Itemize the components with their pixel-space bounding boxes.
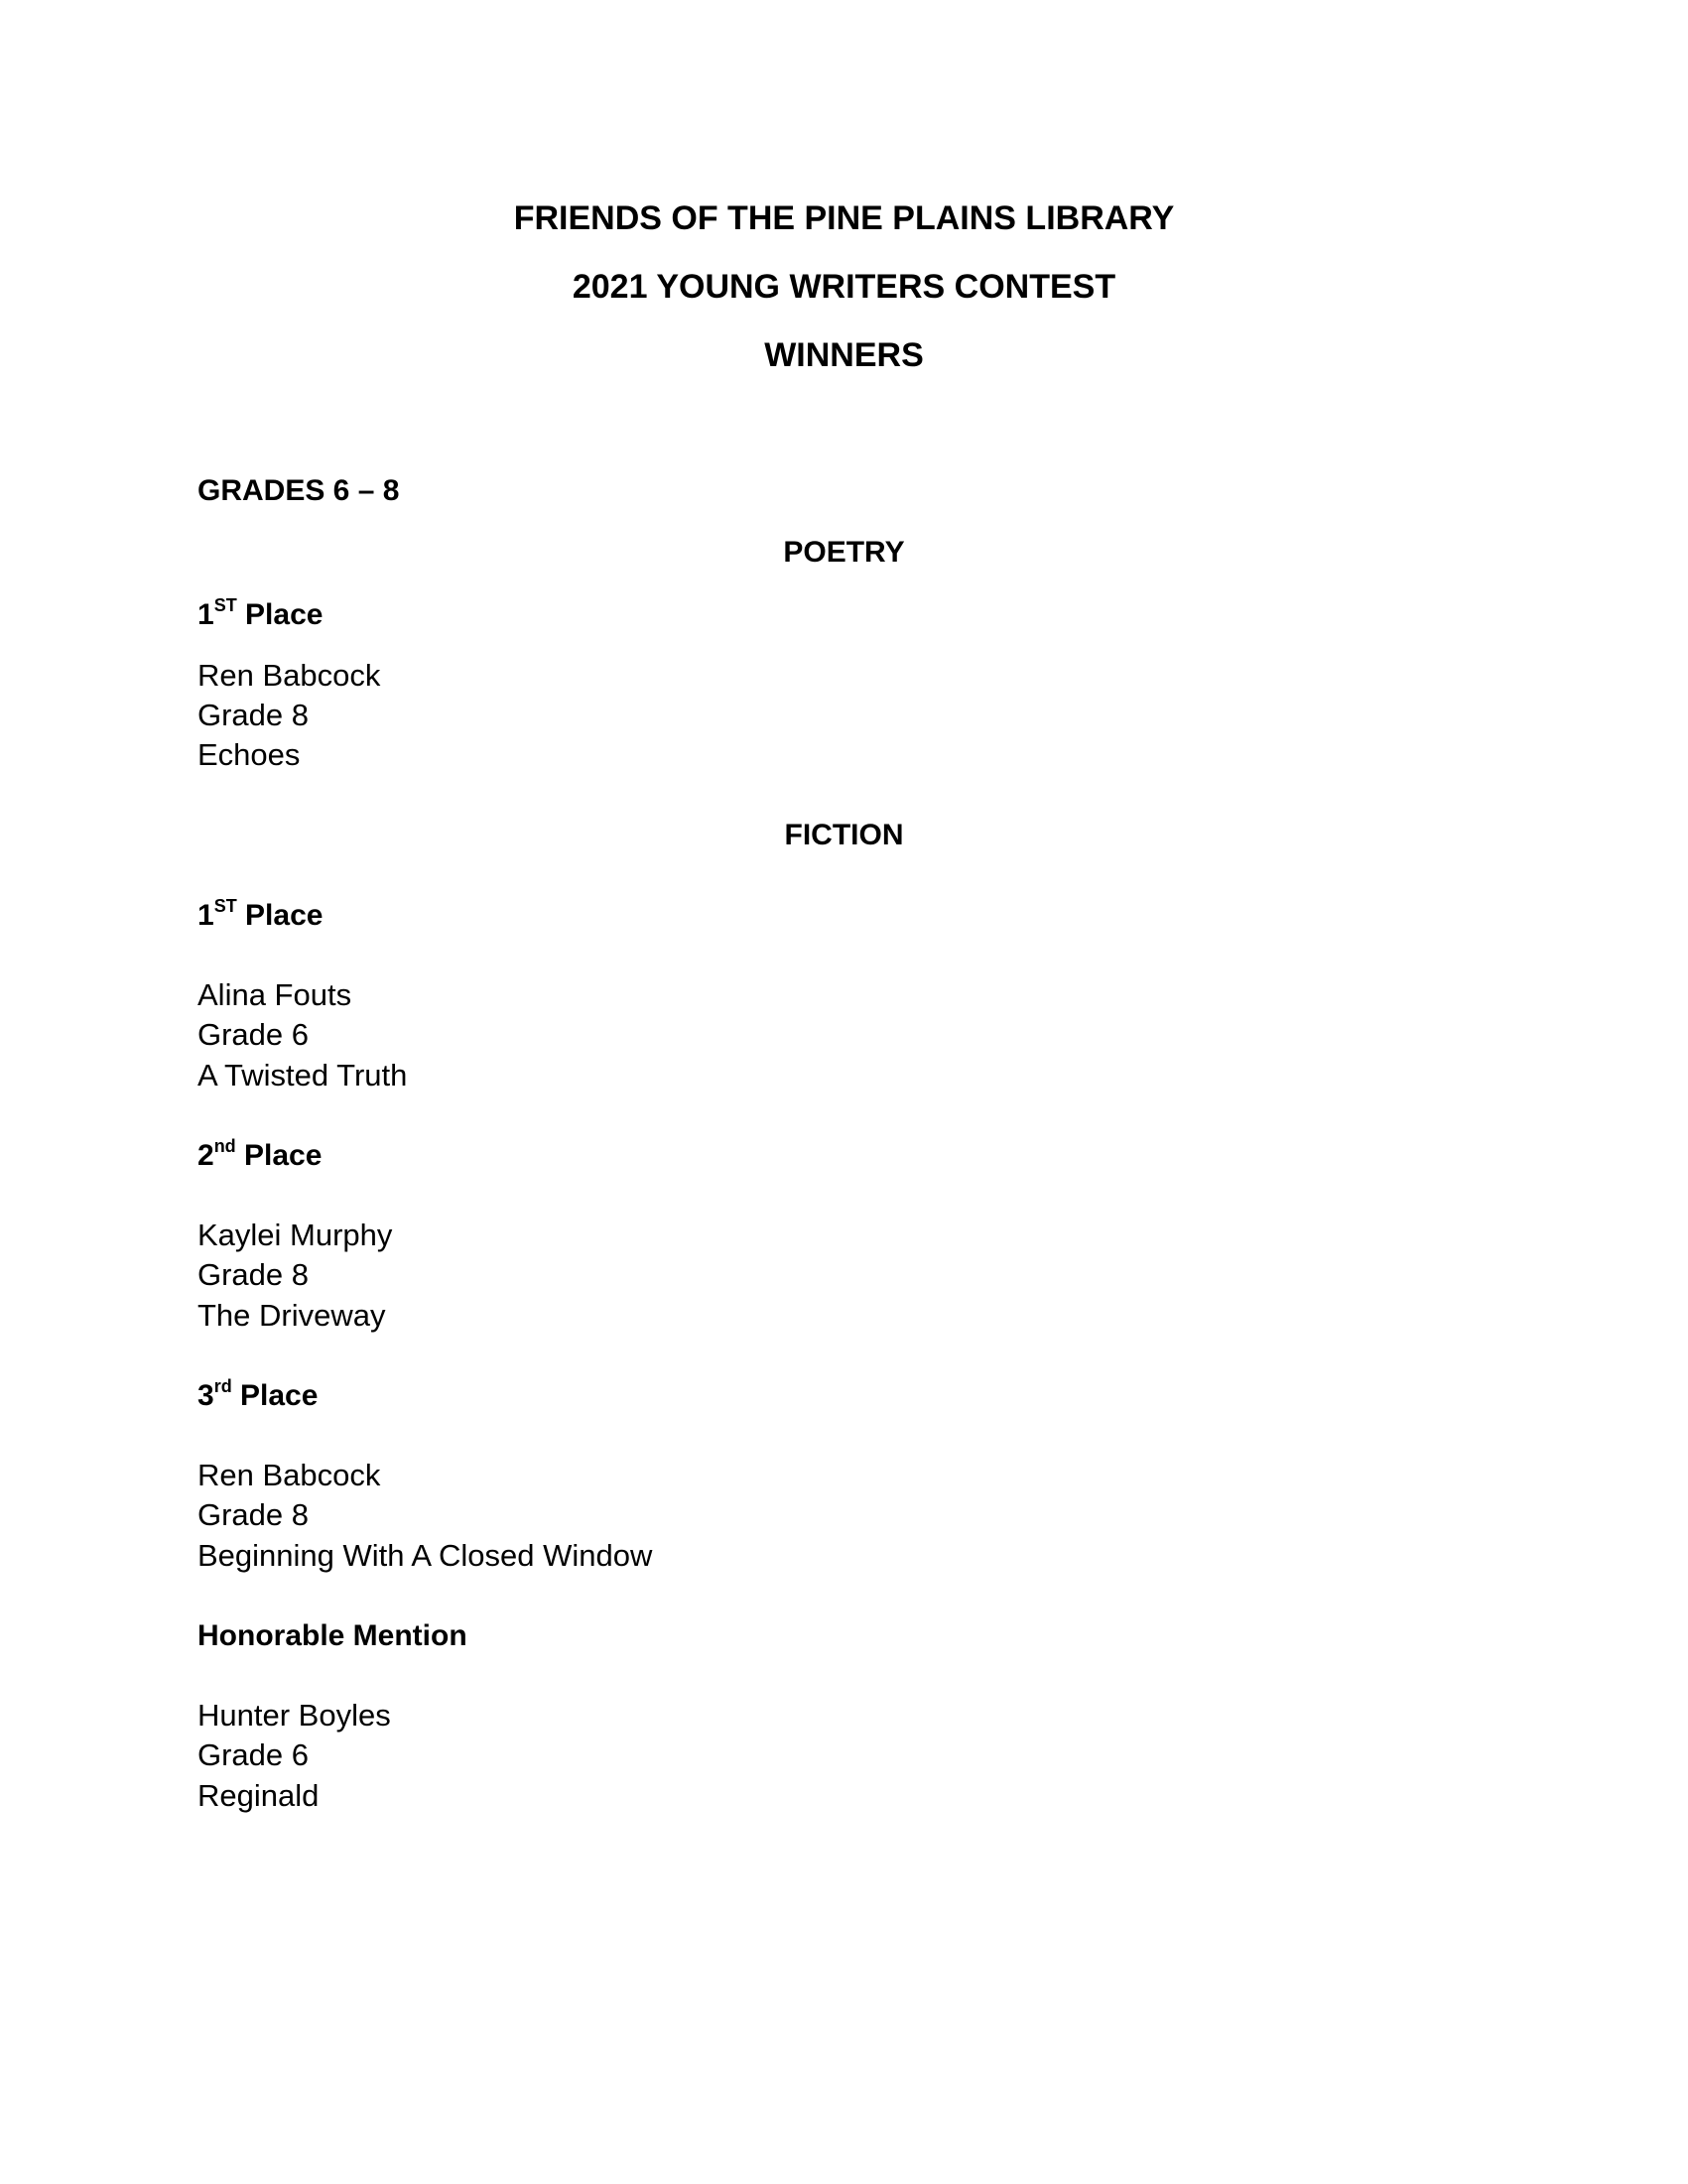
poetry-heading: POETRY [783,536,905,569]
place-number: 2 [197,1139,214,1172]
fiction-second-name: Kaylei Murphy [197,1218,393,1252]
poetry-first-work: Echoes [197,737,301,772]
place-word: Place [235,1139,323,1172]
poetry-first-name: Ren Babcock [197,658,381,693]
fiction-first-name: Alina Fouts [197,977,352,1012]
fiction-first-place-heading [197,896,323,936]
place-word: Place [236,899,324,932]
fiction-second-grade: Grade 8 [197,1257,310,1292]
place-word: Place [231,1379,319,1412]
fiction-heading: FICTION [784,819,904,851]
place-word: Place [236,598,324,631]
place-ordinal-suffix: ST [213,595,237,615]
fiction-honorable-work: Reginald [197,1778,320,1813]
fiction-first-grade: Grade 6 [197,1017,310,1052]
grade-group-heading: GRADES 6 – 8 [197,474,400,507]
fiction-honorable-mention-heading: Honorable Mention [197,1619,467,1652]
fiction-honorable-name: Hunter Boyles [197,1698,391,1733]
place-number: 1 [197,598,214,631]
poetry-first-place-heading [197,595,323,635]
fiction-honorable-grade: Grade 6 [197,1737,310,1772]
place-ordinal-suffix: nd [213,1136,236,1156]
document-title-line-1: FRIENDS OF THE PINE PLAINS LIBRARY [513,199,1175,237]
fiction-second-place-heading [197,1136,322,1176]
place-ordinal-suffix: rd [213,1376,232,1396]
fiction-first-work: A Twisted Truth [197,1058,408,1092]
place-ordinal-suffix: ST [213,896,237,916]
fiction-third-grade: Grade 8 [197,1497,310,1532]
document-title-line-2: 2021 YOUNG WRITERS CONTEST [572,268,1116,306]
poetry-first-grade: Grade 8 [197,698,310,732]
place-number: 3 [197,1379,214,1412]
document-title-line-3: WINNERS [764,336,924,374]
fiction-second-work: The Driveway [197,1298,386,1333]
place-number: 1 [197,899,214,932]
fiction-third-place-heading [197,1376,318,1416]
fiction-third-work: Beginning With A Closed Window [197,1538,653,1573]
fiction-third-name: Ren Babcock [197,1458,381,1492]
